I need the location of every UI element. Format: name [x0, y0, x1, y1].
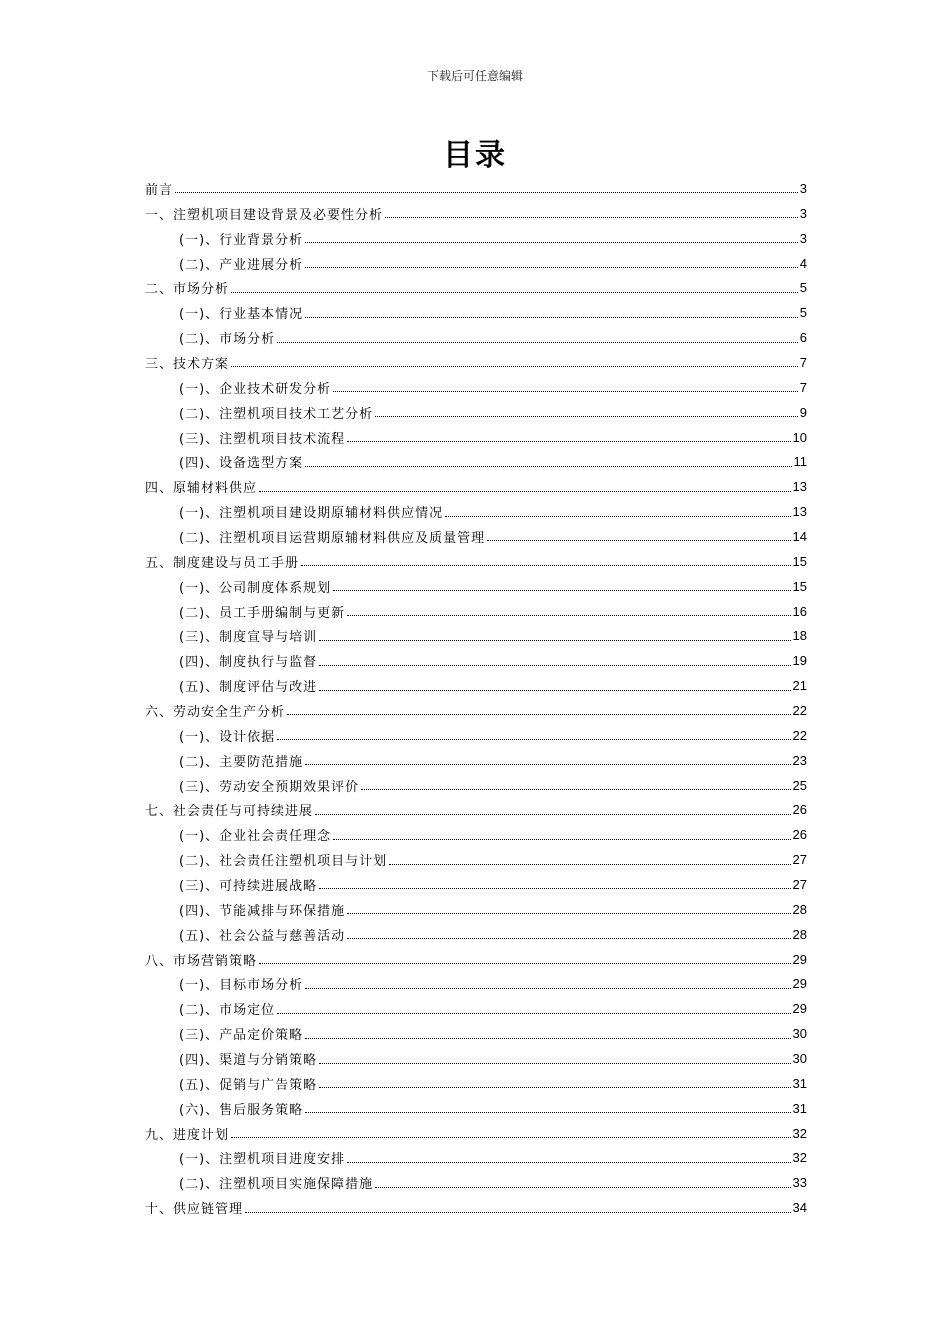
toc-dot-leader [319, 1086, 790, 1088]
toc-entry-label: (二)、市场分析 [179, 332, 276, 348]
toc-dot-leader [231, 291, 798, 293]
toc-entry[interactable] [145, 350, 807, 375]
toc-entry[interactable] [145, 872, 807, 897]
toc-entry-page: 23 [792, 752, 807, 768]
toc-entry-label: (二)、产业进展分析 [179, 257, 304, 273]
toc-dot-leader [445, 515, 790, 517]
toc-entry[interactable] [145, 599, 807, 624]
toc-entry-label: 六、劳动安全生产分析 [145, 704, 286, 720]
toc-entry-label: (一)、注塑机项目建设期原辅材料供应情况 [179, 506, 444, 522]
toc-dot-leader [245, 1211, 791, 1213]
toc-dot-leader [319, 664, 790, 666]
toc-entry-page: 27 [792, 876, 807, 892]
toc-dot-leader [385, 216, 798, 218]
toc-entry[interactable] [145, 251, 807, 276]
toc-entry-page: 11 [793, 454, 807, 470]
toc-entry-label: (五)、促销与广告策略 [179, 1077, 318, 1093]
toc-entry-page: 32 [792, 1150, 807, 1166]
toc-entry[interactable] [145, 922, 807, 947]
toc-dot-leader [315, 813, 791, 815]
toc-entry[interactable] [145, 549, 807, 574]
toc-entry[interactable] [145, 425, 807, 450]
toc-dot-leader [347, 614, 790, 616]
toc-dot-leader [305, 465, 791, 467]
toc-entry[interactable] [145, 773, 807, 798]
toc-entry[interactable] [145, 673, 807, 698]
toc-entry-label: (一)、目标市场分析 [179, 978, 304, 994]
toc-entry-page: 22 [792, 702, 807, 718]
page-header: 下载后可任意编辑 [426, 69, 523, 83]
toc-entry-page: 31 [792, 1100, 807, 1116]
toc-dot-leader [333, 390, 798, 392]
toc-entry[interactable] [145, 474, 807, 499]
toc-entry-label: 五、制度建设与员工手册 [145, 555, 300, 571]
toc-entry-page: 21 [792, 678, 807, 694]
toc-entry[interactable] [145, 947, 807, 972]
toc-dot-leader [347, 1161, 790, 1163]
toc-entry[interactable] [145, 300, 807, 325]
toc-entry-page: 30 [792, 1026, 807, 1042]
toc-dot-leader [287, 713, 791, 715]
toc-entry[interactable] [145, 1021, 807, 1046]
toc-entry-page: 28 [792, 926, 807, 942]
toc-entry-page: 18 [792, 628, 807, 644]
toc-entry-label: 三、技术方案 [145, 356, 230, 372]
toc-dot-leader [487, 539, 790, 541]
toc-entry-page: 3 [799, 180, 807, 196]
toc-entry-label: (六)、售后服务策略 [179, 1102, 304, 1118]
toc-entry-page: 10 [792, 429, 807, 445]
toc-entry-page: 33 [792, 1175, 807, 1191]
toc-entry-label: (一)、注塑机项目进度安排 [179, 1152, 346, 1168]
toc-entry[interactable] [145, 1096, 807, 1121]
toc-dot-leader [305, 987, 790, 989]
toc-entry[interactable] [145, 698, 807, 723]
toc-entry-page: 19 [792, 653, 807, 669]
toc-entry-label: 四、原辅材料供应 [145, 481, 258, 497]
toc-entry-label: 二、市场分析 [145, 282, 230, 298]
toc-entry-page: 29 [792, 976, 807, 992]
toc-dot-leader [301, 564, 791, 566]
toc-entry-page: 34 [792, 1200, 807, 1216]
toc-dot-leader [277, 341, 798, 343]
toc-entry[interactable] [145, 400, 807, 425]
toc-entry-page: 5 [799, 305, 807, 321]
toc-dot-leader [389, 863, 790, 865]
toc-entry-page: 25 [792, 777, 807, 793]
toc-entry-label: (二)、注塑机项目技术工艺分析 [179, 406, 374, 422]
toc-entry-label: (四)、渠道与分销策略 [179, 1053, 318, 1068]
toc-dot-leader [375, 415, 798, 417]
toc-entry-label: 前言 [145, 182, 174, 198]
toc-dot-leader [305, 266, 798, 268]
toc-entry[interactable] [145, 524, 807, 549]
toc-entry-label: (四)、节能减排与环保措施 [179, 903, 346, 919]
toc-entry-label: (三)、产品定价策略 [179, 1028, 304, 1044]
toc-entry-label: (三)、注塑机项目技术流程 [179, 431, 346, 447]
toc-entry-label: (一)、企业社会责任理念 [179, 829, 332, 845]
toc-entry-label: 十、供应链管理 [145, 1202, 244, 1218]
toc-entry-page: 29 [792, 951, 807, 967]
toc-entry[interactable] [145, 623, 807, 648]
toc-entry[interactable] [145, 723, 807, 748]
toc-entry-label: (一)、企业技术研发分析 [179, 381, 332, 397]
toc-entry[interactable] [145, 797, 807, 822]
toc-dot-leader [347, 912, 790, 914]
toc-dot-leader [333, 589, 790, 591]
toc-dot-leader [319, 1062, 790, 1064]
toc-entry[interactable] [145, 449, 807, 474]
toc-dot-leader [375, 1186, 790, 1188]
toc-dot-leader [305, 241, 798, 243]
toc-entry-page: 13 [792, 479, 807, 495]
toc-entry[interactable] [145, 375, 807, 400]
toc-entry[interactable] [145, 1046, 807, 1071]
toc-entry[interactable] [145, 1195, 807, 1220]
toc-dot-leader [319, 639, 790, 641]
toc-entry-page: 9 [799, 404, 807, 420]
toc-entry-page: 7 [799, 379, 807, 395]
toc-entry[interactable] [145, 1071, 807, 1096]
toc-entry-page: 29 [792, 1001, 807, 1017]
toc-entry-page: 28 [792, 901, 807, 917]
toc-entry-label: (二)、员工手册编制与更新 [179, 605, 346, 621]
toc-entry[interactable] [145, 822, 807, 847]
toc-entry-page: 15 [792, 553, 807, 569]
toc-entry[interactable] [145, 897, 807, 922]
toc-entry[interactable] [145, 574, 807, 599]
toc-entry-label: (一)、公司制度体系规划 [179, 580, 332, 596]
toc-entry-label: (三)、可持续进展战略 [179, 878, 318, 894]
toc-dot-leader [347, 440, 790, 442]
toc-entry-label: 七、社会责任与可持续进展 [145, 804, 314, 820]
toc-entry[interactable] [145, 748, 807, 773]
toc-entry-label: (三)、制度宣导与培训 [179, 630, 318, 646]
toc-entry-page: 26 [792, 802, 807, 818]
toc-entry-page: 16 [792, 603, 807, 619]
toc-dot-leader [277, 738, 790, 740]
toc-entry-label: (三)、劳动安全预期效果评价 [179, 779, 360, 795]
toc-entry[interactable] [145, 325, 807, 350]
toc-entry-label: (二)、注塑机项目实施保障措施 [179, 1177, 374, 1193]
toc-entry-label: (四)、设备选型方案 [179, 456, 304, 472]
table-of-contents [145, 176, 807, 1220]
toc-dot-leader [175, 191, 798, 193]
toc-entry-page: 32 [792, 1125, 807, 1141]
toc-entry[interactable] [145, 1121, 807, 1146]
toc-dot-leader [259, 962, 791, 964]
toc-entry-label: (二)、注塑机项目运营期原辅材料供应及质量管理 [179, 530, 486, 546]
toc-entry-label: 一、注塑机项目建设背景及必要性分析 [145, 207, 384, 223]
toc-dot-leader [277, 1012, 790, 1014]
page-title: 目录 [443, 138, 507, 173]
toc-entry[interactable] [145, 1170, 807, 1195]
toc-dot-leader [305, 1111, 790, 1113]
toc-entry[interactable] [145, 226, 807, 251]
toc-entry-page: 5 [799, 280, 807, 296]
toc-entry-label: (二)、社会责任注塑机项目与计划 [179, 854, 388, 870]
toc-entry-label: (二)、主要防范措施 [179, 754, 304, 770]
toc-entry-label: (四)、制度执行与监督 [179, 655, 318, 671]
toc-entry-page: 27 [792, 852, 807, 868]
toc-entry-label: (五)、制度评估与改进 [179, 680, 318, 696]
toc-entry-label: (二)、市场定位 [179, 1003, 276, 1019]
toc-dot-leader [305, 1037, 790, 1039]
toc-entry-label: 九、进度计划 [145, 1127, 230, 1143]
toc-entry-page: 4 [799, 255, 807, 271]
toc-entry-label: (一)、行业背景分析 [179, 232, 304, 248]
toc-entry[interactable] [145, 201, 807, 226]
toc-dot-leader [231, 365, 798, 367]
toc-entry[interactable] [145, 176, 807, 201]
toc-entry[interactable] [145, 996, 807, 1021]
toc-entry-page: 13 [792, 504, 807, 520]
toc-entry-page: 22 [792, 727, 807, 743]
toc-entry[interactable] [145, 847, 807, 872]
toc-entry[interactable] [145, 648, 807, 673]
toc-dot-leader [319, 689, 790, 691]
toc-entry-page: 3 [799, 205, 807, 221]
toc-dot-leader [305, 763, 790, 765]
toc-dot-leader [333, 838, 790, 840]
toc-dot-leader [259, 490, 791, 492]
toc-dot-leader [347, 937, 790, 939]
toc-dot-leader [319, 887, 790, 889]
toc-entry-page: 15 [792, 578, 807, 594]
toc-entry-page: 3 [799, 230, 807, 246]
toc-entry[interactable] [145, 499, 807, 524]
toc-entry-label: (一)、设计依据 [179, 729, 276, 745]
toc-dot-leader [305, 316, 798, 318]
toc-dot-leader [231, 1136, 791, 1138]
toc-entry-page: 7 [799, 354, 807, 370]
toc-entry-page: 6 [799, 330, 807, 346]
toc-entry[interactable] [145, 972, 807, 997]
toc-entry[interactable] [145, 1146, 807, 1171]
toc-dot-leader [361, 788, 790, 790]
toc-entry-label: (一)、行业基本情况 [179, 307, 304, 323]
toc-entry-page: 31 [792, 1075, 807, 1091]
toc-entry[interactable] [145, 275, 807, 300]
toc-entry-page: 26 [792, 827, 807, 843]
toc-entry-label: (五)、社会公益与慈善活动 [179, 928, 346, 944]
toc-entry-page: 14 [792, 528, 807, 544]
toc-entry-page: 30 [792, 1051, 807, 1066]
toc-entry-label: 八、市场营销策略 [145, 953, 258, 969]
